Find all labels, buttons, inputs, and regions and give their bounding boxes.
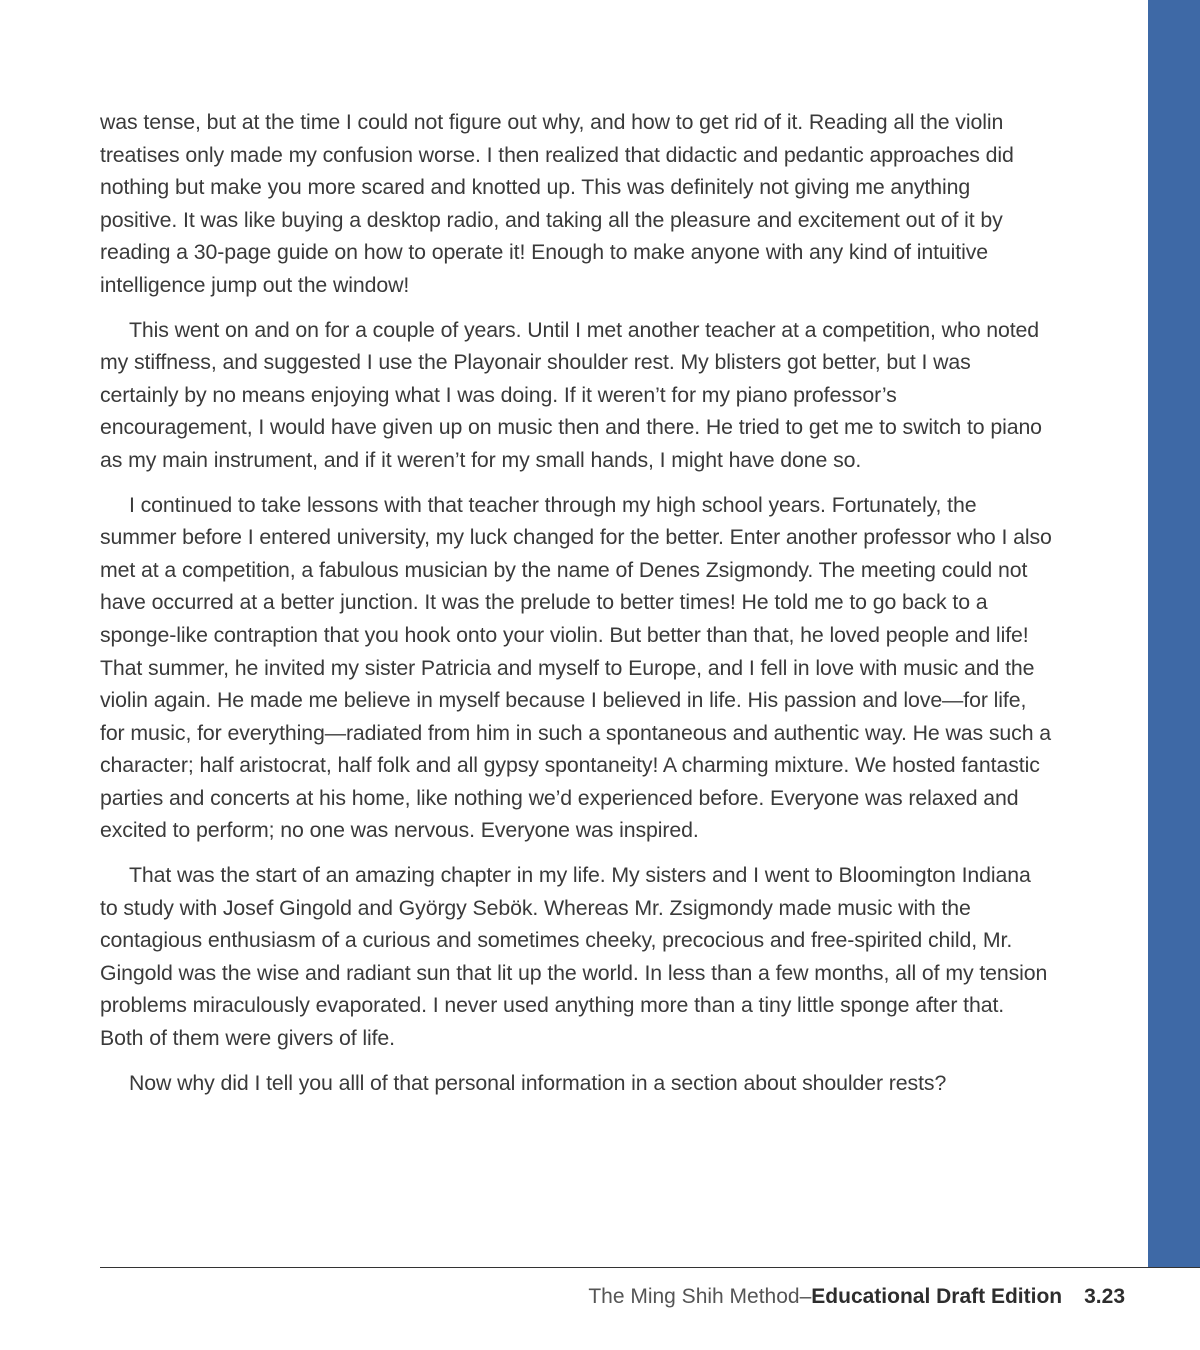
paragraph: This went on and on for a couple of years. Until I met another teacher at a competition, who noted my stiffness, and suggested I use the Playonair shoulder rest. My blisters got better, but I was certainly by no means enjoying what I was doing. If it weren’t for my piano professor’s encouragement, I would have given up on music then and there. He tried to get me to switch to piano as my main instrument, and if it weren’t for my small hands, I might have done so. [100,317,1042,472]
paragraph: I continued to take lessons with that teacher through my high school years. Fortunately, the summer before I entered university, my luck changed for the better. Enter another professor who I also met at a competition, a fabulous musician by the name of Denes Zsigmondy. The meeting could not have occurred at a better junction. It was the prelude to better times! He told me to go back to a sponge-like contraption that you hook onto your violin. But better than that, he loved people and life! That summer, he invited my sister Patricia and myself to Europe, and I fell in love with music and the violin again. He made me believe in myself because I believed in life. His passion and love—for life, for music, for everything—radiated from him in such a spontaneous and authentic way. He was such a character; half aristocrat, half folk and all gypsy spontaneity! A charming mixture. We hosted fantastic parties and concerts at his home, like nothing we’d experienced before. Everyone was relaxed and excited to perform; no one was nervous. Everyone was inspired. [100,492,1052,843]
footer-book-title: The Ming Shih Method– [588,1285,812,1308]
paragraph: Now why did I tell you alll of that personal information in a section about shoulder rests? [129,1070,947,1095]
paragraph-continued: was tense, but at the time I could not figure out why, and how to get rid of it. Reading all the violin treatises only made my confusion worse. I then realized that didactic and pedantic approaches did nothing but make you more scared and knotted up. This was definitely not giving me anything positive. It was like buying a desktop radio, and taking all the pleasure and excitement out of it by reading a 30-page guide on how to operate it! Enough to make anyone with any kind of intuitive intelligence jump out the window! [100,110,1014,297]
footer-divider [100,1267,1200,1268]
page-footer [588,1281,1125,1313]
footer-edition: Educational Draft Edition [811,1285,1063,1308]
page-number: 3.23 [1084,1285,1125,1308]
side-color-band [1148,0,1200,1268]
body-text [100,106,1052,1111]
paragraph: That was the start of an amazing chapter in my life. My sisters and I went to Bloomington Indiana to study with Josef Gingold and György Sebök. Whereas Mr. Zsigmondy made music with the contagious enthusiasm of a curious and sometimes cheeky, precocious and free-spirited child, Mr. Gingold was the wise and radiant sun that lit up the world. In less than a few months, all of my tension problems miraculously evaporated. I never used anything more than a tiny little sponge after that. Both of them were givers of life. [100,863,1048,1051]
